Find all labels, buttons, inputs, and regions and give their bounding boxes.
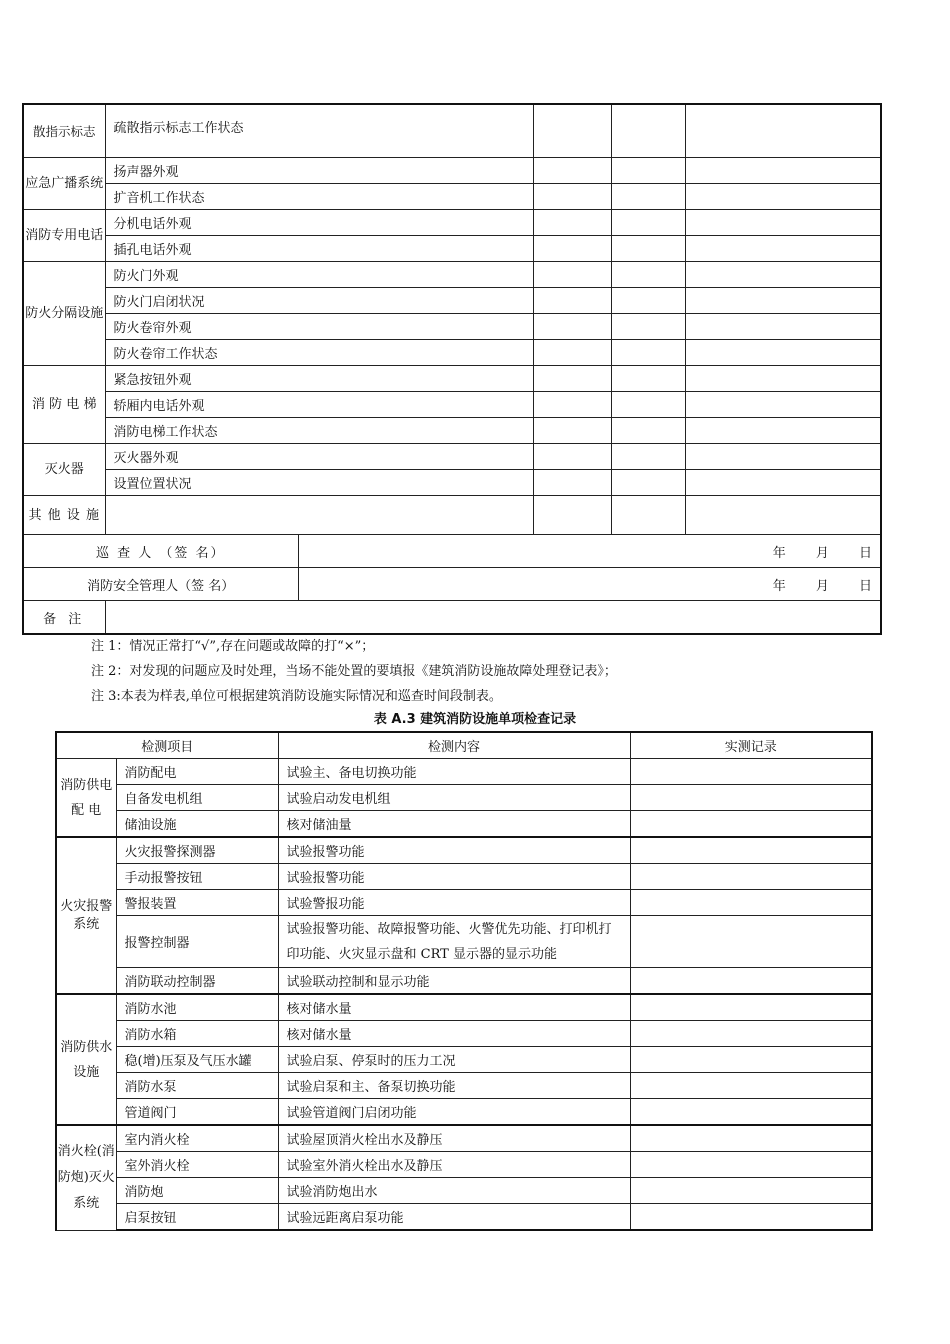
table-row — [56, 890, 872, 916]
record-cell[interactable] — [611, 444, 685, 470]
content-cell: 试验报警功能、故障报警功能、火警优先功能、打印机打印功能、火灾显示盘和 CRT 显示器的显示功能 — [278, 916, 630, 968]
category-cell: 火灾报警系统 — [56, 837, 116, 994]
remarks-label: 备 注 — [23, 601, 105, 635]
table-row — [23, 236, 881, 262]
record-cell[interactable] — [630, 1099, 872, 1126]
record-cell[interactable] — [533, 184, 611, 210]
record-cell[interactable] — [611, 210, 685, 236]
date-day: 日 — [859, 545, 873, 561]
record-cell[interactable] — [533, 392, 611, 418]
manager-signature-field[interactable] — [298, 568, 881, 601]
table-row — [23, 210, 881, 236]
table-row — [56, 994, 872, 1021]
item-cell: 消防联动控制器 — [116, 968, 278, 995]
table-row — [23, 104, 881, 158]
record-cell[interactable] — [630, 1073, 872, 1099]
table-row — [23, 496, 881, 535]
table-row — [56, 1125, 872, 1152]
category-cell: 消 防 电 梯 — [23, 366, 105, 444]
content-cell: 试验报警功能 — [278, 864, 630, 890]
content-cell: 试验启泵和主、备泵切换功能 — [278, 1073, 630, 1099]
table-caption: 表 A.3 建筑消防设施单项检查记录 — [373, 712, 577, 727]
record-cell[interactable] — [630, 968, 872, 995]
record-cell[interactable] — [630, 1152, 872, 1178]
table-row — [56, 785, 872, 811]
table-row — [56, 759, 872, 785]
content-cell: 试验启泵、停泵时的压力工况 — [278, 1047, 630, 1073]
item-cell: 消防水池 — [116, 994, 278, 1021]
category-cell: 应急广播系统 — [23, 158, 105, 210]
content-cell: 试验启动发电机组 — [278, 785, 630, 811]
item-cell: 消防炮 — [116, 1178, 278, 1204]
table-row — [56, 1204, 872, 1231]
table-row — [23, 366, 881, 392]
record-cell[interactable] — [630, 1125, 872, 1152]
note-3: 注 3:本表为样表,单位可根据建筑消防设施实际情况和巡查时间段制表。 — [91, 689, 502, 704]
record-cell[interactable] — [630, 811, 872, 838]
category-cell: 其 他 设 施 — [23, 496, 105, 535]
item-cell: 分机电话外观 — [105, 210, 533, 236]
content-cell: 试验远距离启泵功能 — [278, 1204, 630, 1231]
item-cell: 防火门外观 — [105, 262, 533, 288]
category-cell: 防火分隔设施 — [23, 262, 105, 366]
item-cell: 管道阀门 — [116, 1099, 278, 1126]
record-cell[interactable] — [533, 288, 611, 314]
table-row — [23, 314, 881, 340]
record-cell[interactable] — [685, 340, 881, 366]
record-cell[interactable] — [533, 210, 611, 236]
header-cell: 检测内容 — [278, 732, 630, 759]
record-cell[interactable] — [611, 470, 685, 496]
table-row — [56, 837, 872, 864]
table-row — [56, 916, 872, 968]
record-cell[interactable] — [533, 340, 611, 366]
record-cell[interactable] — [685, 184, 881, 210]
record-cell[interactable] — [611, 158, 685, 184]
content-cell: 试验管道阀门启闭功能 — [278, 1099, 630, 1126]
content-cell: 试验室外消火栓出水及静压 — [278, 1152, 630, 1178]
record-cell[interactable] — [533, 418, 611, 444]
category-cell: 消火栓(消防炮)灭火系统 — [56, 1125, 116, 1230]
category-cell: 散指示标志 — [23, 104, 105, 158]
date-year: 年 — [772, 578, 786, 594]
record-cell[interactable] — [630, 1204, 872, 1231]
record-cell[interactable] — [630, 1178, 872, 1204]
record-cell[interactable] — [630, 916, 872, 968]
category-cell: 消防专用电话 — [23, 210, 105, 262]
table-row — [56, 811, 872, 838]
date-year: 年 — [772, 545, 786, 561]
record-cell[interactable] — [685, 496, 881, 535]
record-cell[interactable] — [685, 288, 881, 314]
item-cell: 稳(增)压泵及气压水罐 — [116, 1047, 278, 1073]
record-cell[interactable] — [611, 262, 685, 288]
table-row — [56, 1047, 872, 1073]
date-day: 日 — [859, 578, 873, 594]
item-cell: 设置位置状况 — [105, 470, 533, 496]
record-cell[interactable] — [685, 366, 881, 392]
table-row — [23, 288, 881, 314]
record-cell[interactable] — [533, 366, 611, 392]
table-row — [23, 340, 881, 366]
item-cell: 防火门启闭状况 — [105, 288, 533, 314]
item-cell: 防火卷帘工作状态 — [105, 340, 533, 366]
record-cell[interactable] — [630, 785, 872, 811]
item-cell: 室外消火栓 — [116, 1152, 278, 1178]
inspector-signature-field[interactable] — [298, 535, 881, 568]
item-cell: 自备发电机组 — [116, 785, 278, 811]
remarks-row — [23, 601, 881, 635]
record-cell[interactable] — [685, 392, 881, 418]
record-cell[interactable] — [533, 496, 611, 535]
record-cell[interactable] — [533, 104, 611, 158]
table-row — [23, 158, 881, 184]
record-cell[interactable] — [630, 837, 872, 864]
item-cell: 扬声器外观 — [105, 158, 533, 184]
table-row — [56, 1021, 872, 1047]
inspector-signature-row — [23, 535, 881, 568]
record-cell[interactable] — [685, 262, 881, 288]
table-row — [23, 262, 881, 288]
table-row — [56, 864, 872, 890]
content-cell: 试验主、备电切换功能 — [278, 759, 630, 785]
item-cell: 扩音机工作状态 — [105, 184, 533, 210]
table-row — [56, 968, 872, 995]
note-1: 注 1：情况正常打“√”,存在问题或故障的打“×”； — [91, 639, 375, 654]
record-cell[interactable] — [611, 314, 685, 340]
content-cell: 试验警报功能 — [278, 890, 630, 916]
header-cell: 检测项目 — [56, 732, 278, 759]
table-row — [56, 1073, 872, 1099]
table-row — [23, 444, 881, 470]
record-cell[interactable] — [685, 444, 881, 470]
manager-label: 消防安全管理人（签 名） — [23, 568, 298, 601]
record-cell[interactable] — [685, 104, 881, 158]
item-cell: 火灾报警探测器 — [116, 837, 278, 864]
single-item-inspection-table — [55, 731, 873, 1231]
record-cell[interactable] — [685, 470, 881, 496]
content-cell: 核对储水量 — [278, 994, 630, 1021]
record-cell[interactable] — [630, 759, 872, 785]
category-cell: 消防供电 配 电 — [56, 759, 116, 838]
record-cell[interactable] — [611, 236, 685, 262]
date-month: 月 — [815, 545, 829, 561]
inspector-label: 巡 查 人 （签 名） — [23, 535, 298, 568]
item-cell: 室内消火栓 — [116, 1125, 278, 1152]
item-cell: 防火卷帘外观 — [105, 314, 533, 340]
table-row — [56, 1178, 872, 1204]
inspection-table — [22, 103, 882, 635]
content-cell: 试验屋顶消火栓出水及静压 — [278, 1125, 630, 1152]
item-cell: 报警控制器 — [116, 916, 278, 968]
table-row — [56, 1152, 872, 1178]
record-cell[interactable] — [630, 994, 872, 1021]
record-cell[interactable] — [611, 104, 685, 158]
header-cell: 实测记录 — [630, 732, 872, 759]
table-header-row — [56, 732, 872, 759]
record-cell[interactable] — [685, 210, 881, 236]
record-cell[interactable] — [533, 236, 611, 262]
item-cell: 插孔电话外观 — [105, 236, 533, 262]
record-cell[interactable] — [533, 262, 611, 288]
content-cell: 试验联动控制和显示功能 — [278, 968, 630, 995]
record-cell[interactable] — [611, 184, 685, 210]
record-cell[interactable] — [611, 496, 685, 535]
item-cell: 灭火器外观 — [105, 444, 533, 470]
record-cell[interactable] — [611, 340, 685, 366]
item-cell: 消防水箱 — [116, 1021, 278, 1047]
record-cell[interactable] — [611, 392, 685, 418]
item-cell: 启泵按钮 — [116, 1204, 278, 1231]
table-row — [56, 1099, 872, 1126]
record-cell[interactable] — [533, 314, 611, 340]
content-cell: 试验消防炮出水 — [278, 1178, 630, 1204]
record-cell[interactable] — [630, 890, 872, 916]
table-row — [23, 470, 881, 496]
note-2: 注 2：对发现的问题应及时处理，当场不能处置的要填报《建筑消防设施故障处理登记表》； — [91, 664, 617, 679]
record-cell[interactable] — [630, 1021, 872, 1047]
record-cell[interactable] — [611, 418, 685, 444]
content-cell: 试验报警功能 — [278, 837, 630, 864]
category-cell: 灭火器 — [23, 444, 105, 496]
record-cell[interactable] — [611, 288, 685, 314]
item-cell: 手动报警按钮 — [116, 864, 278, 890]
item-cell: 疏散指示标志工作状态 — [105, 104, 533, 158]
record-cell[interactable] — [685, 314, 881, 340]
record-cell[interactable] — [630, 1047, 872, 1073]
item-cell: 警报装置 — [116, 890, 278, 916]
item-cell: 消防配电 — [116, 759, 278, 785]
record-cell[interactable] — [685, 418, 881, 444]
record-cell[interactable] — [533, 470, 611, 496]
item-cell: 储油设施 — [116, 811, 278, 838]
manager-signature-row — [23, 568, 881, 601]
record-cell[interactable] — [685, 158, 881, 184]
content-cell: 核对储水量 — [278, 1021, 630, 1047]
table-row — [23, 418, 881, 444]
record-cell[interactable] — [611, 366, 685, 392]
record-cell[interactable] — [533, 444, 611, 470]
record-cell[interactable] — [630, 864, 872, 890]
remarks-field[interactable] — [105, 601, 881, 635]
table-row — [23, 392, 881, 418]
date-month: 月 — [815, 578, 829, 594]
item-cell: 轿厢内电话外观 — [105, 392, 533, 418]
category-cell: 消防供水设施 — [56, 994, 116, 1125]
item-cell: 紧急按钮外观 — [105, 366, 533, 392]
table-row — [23, 184, 881, 210]
item-cell[interactable] — [105, 496, 533, 535]
item-cell: 消防水泵 — [116, 1073, 278, 1099]
content-cell: 核对储油量 — [278, 811, 630, 838]
record-cell[interactable] — [533, 158, 611, 184]
record-cell[interactable] — [685, 236, 881, 262]
item-cell: 消防电梯工作状态 — [105, 418, 533, 444]
